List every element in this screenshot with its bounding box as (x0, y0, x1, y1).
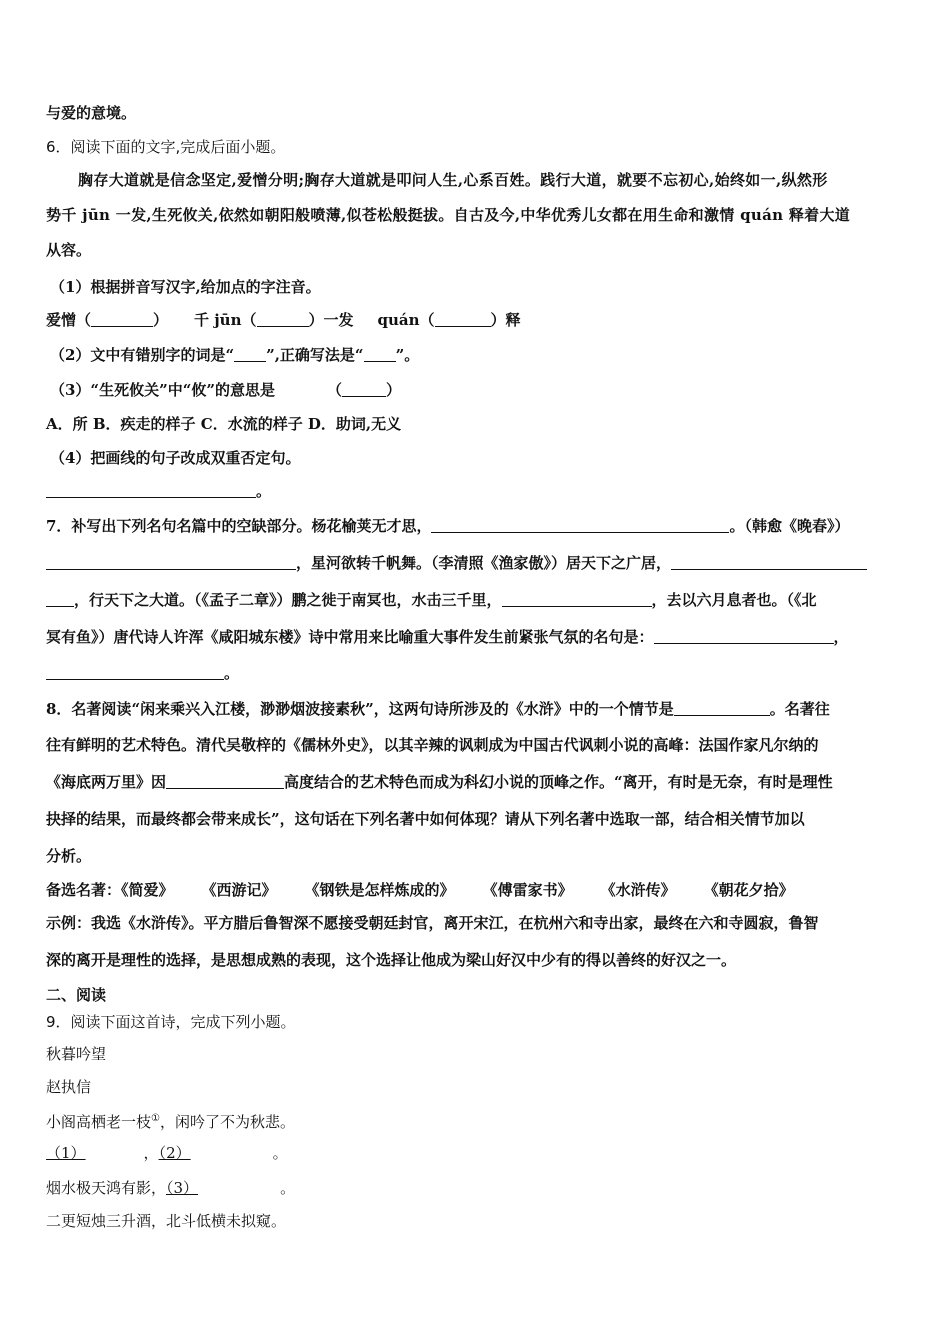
q8-books-label: 备选名著： (46, 881, 122, 899)
q7-l4-comma: ， (833, 628, 849, 646)
q6-paragraph-line-2: 势千 jūn 一发,生死攸关,依然如朝阳般喷薄,似苍松般挺拔。自古及今,中华优秀儿女都在用生命和激情 quán 释着大道 (46, 206, 851, 224)
q9-title: 9．阅读下面这首诗，完成下列小题。 (46, 1013, 296, 1031)
q9-poem-line-3 (46, 1178, 910, 1198)
q8-line-2: 往有鲜明的艺术特色。清代吴敬梓的《儒林外史》，以其辛辣的讽刺成为中国古代讽刺小说的高峰：法国作家凡尔纳的 (46, 736, 819, 754)
q7-blank-3-cont[interactable] (46, 590, 74, 607)
q7-l3-text: ，行天下之大道。（《孟子二章》）鹏之徙于南冥也，水击三千里， (74, 591, 502, 609)
q9-line1-text-a: 小阁高栖老一枝 (46, 1113, 152, 1131)
q6-sub1-b-label: 千 jūn（ (194, 311, 257, 329)
q8-book: 《傅雷家书》 (482, 881, 573, 899)
q6-title: 6．阅读下面的文字,完成后面小题。 (46, 138, 286, 156)
q9-line3-end: 。 (280, 1179, 296, 1197)
q8-book: 《钢铁是怎样炼成的》 (304, 881, 455, 899)
q6-sub4-answer (46, 481, 910, 501)
q5-tail: 与爱的意境。 (46, 104, 137, 122)
q9-poem-title: 秋暮吟望 (46, 1045, 107, 1063)
q7-blank-5[interactable] (654, 627, 834, 644)
q6-sub3 (50, 380, 910, 400)
q9-poem-line-2 (46, 1143, 910, 1163)
q6-options: A．所 B．疾走的样子 C．水流的样子 D．助词,无义 (46, 415, 402, 433)
q9-sep: ， (143, 1144, 159, 1162)
q8-book: 《水浒传》 (600, 881, 676, 899)
q7-blank-1[interactable] (431, 516, 729, 533)
q6-sub2-blank-1[interactable] (234, 345, 266, 362)
q8-line-1 (46, 699, 910, 719)
q8-book: 《朝花夕拾》 (703, 881, 794, 899)
q8-example-line-1: 示例：我选《水浒传》。平方腊后鲁智深不愿接受朝廷封官，离开宋江，在杭州六和寺出家，最终在六和寺圆寂，鲁智 (46, 914, 819, 932)
q7-l1-text: 7．补写出下列名句名篇中的空缺部分。杨花榆荚无才思， (46, 517, 432, 535)
q6-sub1-a-label: 爱憎（ (46, 311, 92, 329)
q7-line-4 (46, 627, 910, 647)
q9-poem-author: 赵执信 (46, 1078, 92, 1096)
q6-sub1-c-blank[interactable] (435, 310, 491, 327)
q6-sub2-text-a: （2）文中有错别字的词是“ (50, 346, 235, 364)
q8-book: 《西游记》 (201, 881, 277, 899)
q6-sub2-text-b: ”,正确写法是“ (266, 346, 364, 364)
q8-l3-text-b: 高度结合的艺术特色而成为科幻小说的顶峰之作。“离开，有时是无奈，有时是理性 (284, 773, 833, 791)
q7-line-3 (46, 590, 910, 610)
q7-blank-2[interactable] (46, 553, 296, 570)
q9-line1-text-b: ，闲吟了不为秋悲。 (159, 1113, 295, 1131)
q7-blank-4[interactable] (502, 590, 652, 607)
q7-l3-text-b: ，去以六月息者也。（《北 (651, 591, 817, 609)
q8-blank-1[interactable] (674, 699, 770, 716)
q9-blank-1[interactable]: （1） (46, 1144, 86, 1162)
q9-poem-line-1 (46, 1109, 910, 1132)
q9-line2-end: 。 (272, 1144, 288, 1162)
q6-sub1-blanks (46, 310, 910, 330)
q6-sub1-a-blank[interactable] (91, 310, 153, 327)
q6-sub1-c-close: ）释 (490, 311, 521, 329)
q7-l4-text: 冥有鱼》）唐代诗人许浑《咸阳城东楼》诗中常用来比喻重大事件发生前紧张气氛的名句是： (46, 628, 654, 646)
q7-l2-text: ，星河欲转千帆舞。（李清照《渔家傲》）居天下之广居， (296, 554, 672, 572)
q6-sub1-b-blank[interactable] (257, 310, 309, 327)
q7-line-1 (46, 516, 910, 536)
q9-poem-line-4: 二更短烛三升酒，北斗低横未拟窥。 (46, 1212, 287, 1230)
q8-l1-tail: 。名著往 (769, 700, 830, 718)
q6-sub3-close: ） (385, 381, 401, 399)
q7-line-2 (46, 553, 910, 573)
q6-sub3-open: （ (326, 381, 342, 399)
q6-sub2 (50, 345, 910, 365)
q6-sub3-blank[interactable] (342, 380, 386, 397)
q9-blank-2[interactable]: （2） (158, 1144, 191, 1162)
q7-blank-3[interactable] (671, 553, 867, 570)
q6-sub4-end: 。 (256, 482, 272, 500)
q6-sub3-text: （3）“生死攸关”中“攸”的意思是 (50, 381, 275, 399)
q8-line-5: 分析。 (46, 847, 92, 865)
q8-book: 《简爱》 (121, 881, 174, 899)
q7-line-5 (46, 663, 910, 683)
q7-l5-end: 。 (224, 664, 240, 682)
q6-sub1: （1）根据拼音写汉字,给加点的字注音。 (50, 278, 321, 296)
q9-line3-text: 烟水极天鸿有影， (46, 1179, 167, 1197)
q6-sub1-a-close: ） (153, 311, 169, 329)
q6-sub2-text-c: ”。 (395, 346, 420, 364)
q8-line-4: 抉择的结果，而最终都会带来成长”，这句话在下列名著中如何体现？请从下列名著中选取一部，结合相关情节加以 (46, 810, 805, 828)
q8-l1-text: 8．名著阅读“闲来乘兴入江楼，渺渺烟波接素秋”，这两句诗所涉及的《水浒》中的一个情节是 (46, 700, 674, 718)
section-2-heading: 二、阅读 (46, 986, 107, 1004)
q7-blank-6[interactable] (46, 663, 224, 680)
q7-l1-source: 。（韩愈《晚春》） (729, 517, 850, 535)
q8-l3-text-a: 《海底两万里》因 (46, 773, 167, 791)
q6-sub1-b-close: ）一发 (308, 311, 354, 329)
q9-footnote-mark: ① (151, 1113, 160, 1124)
q8-line-3 (46, 772, 910, 792)
q6-paragraph-line-3: 从容。 (46, 241, 92, 259)
q9-blank-3[interactable]: （3） (166, 1179, 199, 1197)
q6-sub4-blank[interactable] (46, 481, 256, 498)
q8-books (46, 880, 910, 900)
q8-blank-2[interactable] (166, 772, 284, 789)
q6-sub1-c-label: quán（ (377, 311, 435, 329)
q8-example-line-2: 深的离开是理性的选择，是思想成熟的表现，这个选择让他成为梁山好汉中少有的得以善终的好汉之一。 (46, 951, 737, 969)
q6-sub2-blank-2[interactable] (364, 345, 396, 362)
q6-sub4: （4）把画线的句子改成双重否定句。 (50, 449, 301, 467)
q6-paragraph-line-1: 胸存大道就是信念坚定,爱憎分明;胸存大道就是叩问人生,心系百姓。践行大道，就要不忘初心,始终如一,纵然形 (78, 171, 828, 189)
